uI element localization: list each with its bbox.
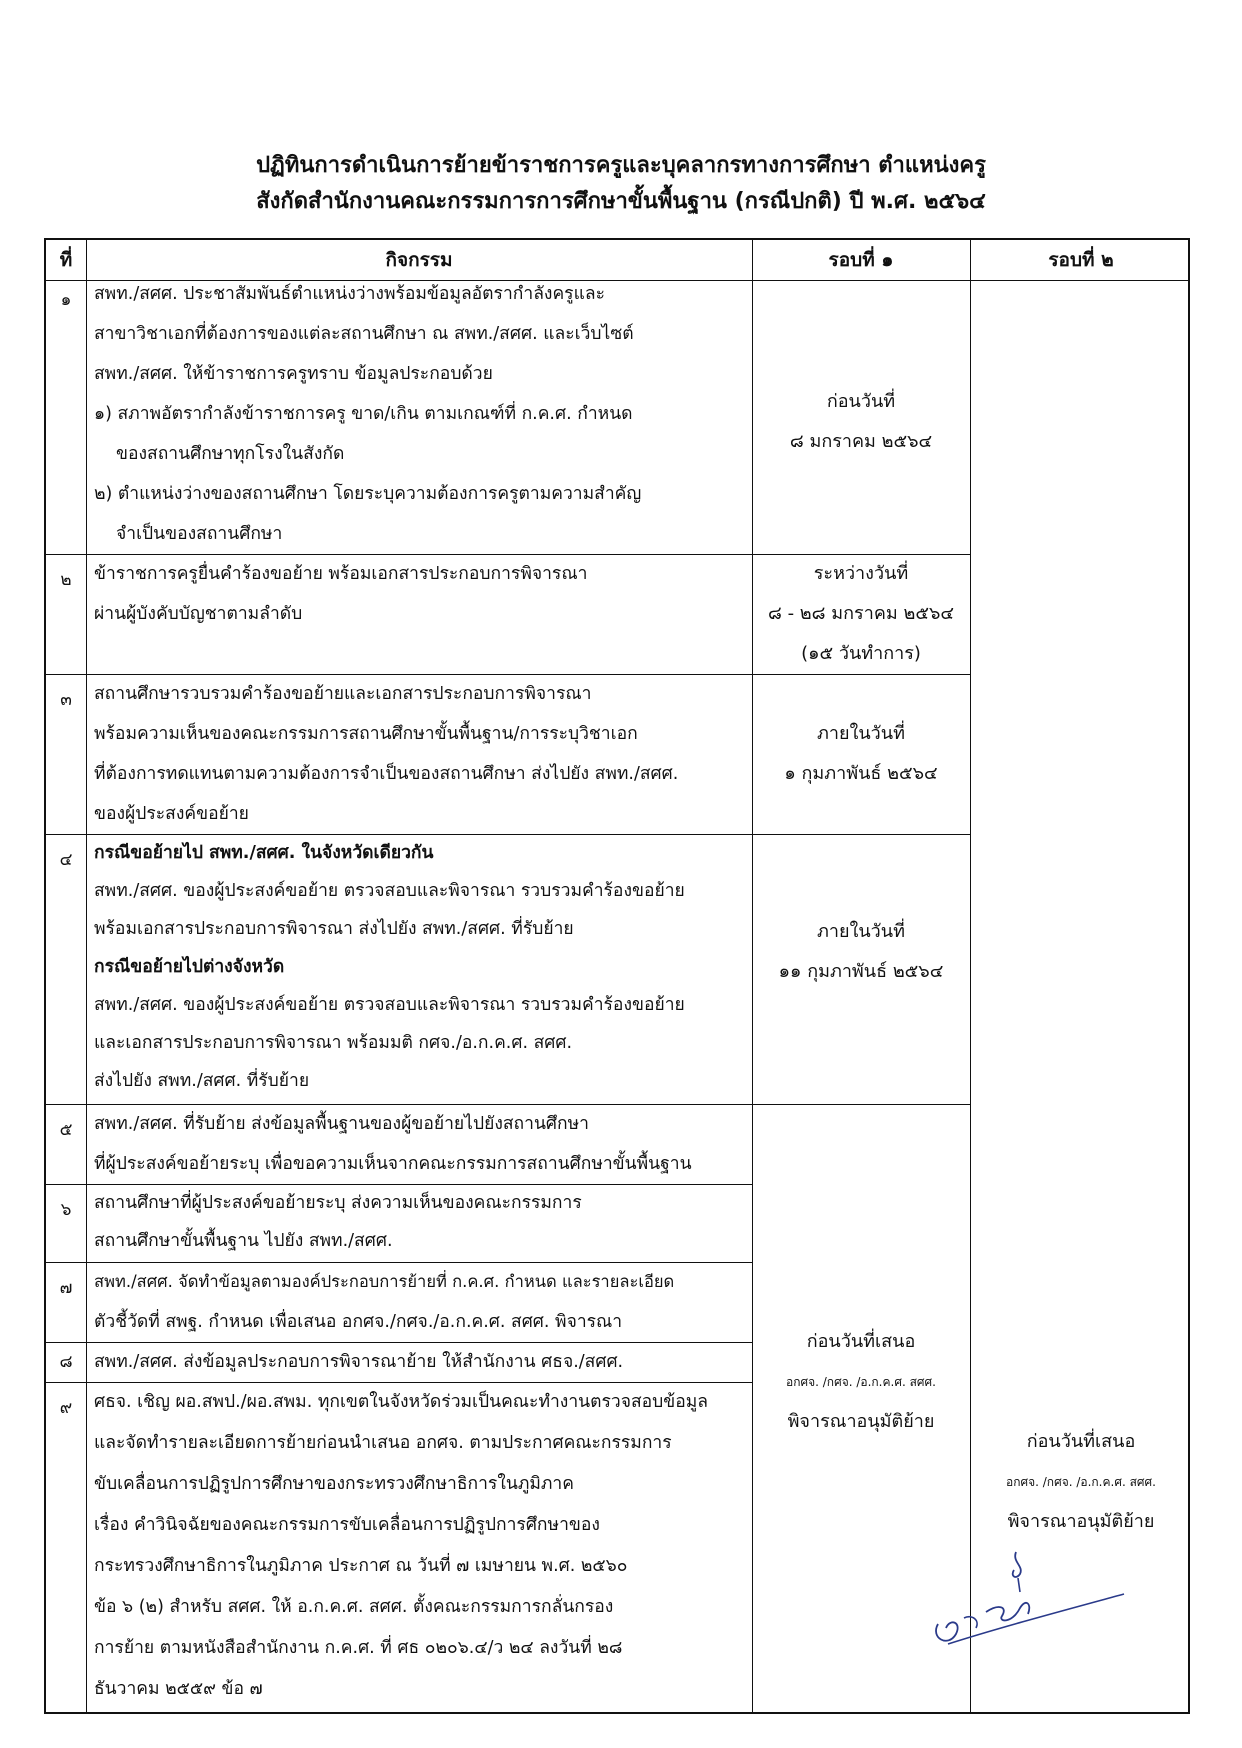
round-1-date (752, 912, 970, 992)
row-number: ๗ (59, 1278, 73, 1298)
activity-line: ส่งไปยัง สพท./สศศ. ที่รับย้าย (94, 1071, 310, 1091)
date-line: ก่อนวันที่เสนอ (806, 1331, 916, 1352)
activity-line: ข้าราชการครูยื่นคำร้องขอย้าย พร้อมเอกสารประกอบการพิจารณา (94, 564, 588, 584)
round-1-date (752, 382, 970, 462)
activity-line: ๑) สภาพอัตรากำลังข้าราชการครู ขาด/เกิน ตามเกณฑ์ที่ ก.ค.ศ. กำหนด (94, 404, 633, 424)
activity-cell (94, 1104, 794, 1184)
activity-line: ของสถานศึกษาทุกโรงในสังกัด (116, 444, 345, 464)
header-round-1: รอบที่ ๑ (828, 249, 894, 271)
round-1-date (752, 554, 970, 674)
activity-line: ที่ต้องการทดแทนตามความต้องการจำเป็นของสถานศึกษา ส่งไปยัง สพท./สศศ. (94, 764, 679, 784)
date-line: ระหว่างวันที่ (813, 563, 909, 584)
date-line: ภายในวันที่ (817, 723, 905, 744)
activity-subheading: กรณีขอย้ายไปต่างจังหวัด (94, 957, 285, 977)
activity-cell (94, 1262, 794, 1342)
activity-line: สถานศึกษารวบรวมคำร้องขอย้ายและเอกสารประกอบการพิจารณา (94, 684, 592, 704)
row-number: ๑ (60, 290, 72, 310)
activity-line: ข้อ ๖ (๒) สำหรับ สศศ. ให้ อ.ก.ค.ศ. สศศ. ตั้งคณะกรรมการกลั่นกรอง (94, 1597, 614, 1617)
date-line: พิจารณาอนุมัติย้าย (1007, 1511, 1155, 1532)
calendar-table (44, 238, 1190, 1714)
activity-line: และจัดทำรายละเอียดการย้ายก่อนนำเสนอ อกศจ. ตามประกาศคณะกรรมการ (94, 1433, 672, 1453)
round-1-date (752, 714, 970, 794)
activity-line: ของผู้ประสงค์ขอย้าย (94, 804, 249, 824)
activity-line: สาขาวิชาเอกที่ต้องการของแต่ละสถานศึกษา ณ สพท./สศศ. และเว็บไซต์ (94, 324, 634, 344)
activity-line: ๒) ตำแหน่งว่างของสถานศึกษา โดยระบุความต้องการครูตามความสำคัญ (94, 484, 642, 504)
activity-line: พร้อมเอกสารประกอบการพิจารณา ส่งไปยัง สพท./สศศ. ที่รับย้าย (94, 919, 574, 939)
date-line: อกศจ. /กศจ. /อ.ก.ค.ศ. สศศ. (1006, 1475, 1156, 1489)
row-number: ๔ (59, 850, 73, 870)
activity-line: พร้อมความเห็นของคณะกรรมการสถานศึกษาขั้นพื้นฐาน/การระบุวิชาเอก (94, 724, 638, 744)
header-no: ที่ (59, 249, 73, 271)
round-2-merged-date (970, 1422, 1192, 1542)
date-line: ภายในวันที่ (817, 921, 905, 942)
activity-cell (94, 1184, 794, 1260)
round-1-merged-date (752, 1322, 970, 1442)
activity-line: และเอกสารประกอบการพิจารณา พร้อมมติ กศจ./อ.ก.ค.ศ. สศศ. (94, 1033, 573, 1053)
activity-line: สพท./สศศ. ให้ข้าราชการครูทราบ ข้อมูลประกอบด้วย (94, 364, 493, 384)
activity-line: ผ่านผู้บังคับบัญชาตามลำดับ (94, 604, 303, 624)
activity-line: สพท./สศศ. ที่รับย้าย ส่งข้อมูลพื้นฐานของผู้ขอย้ายไปยังสถานศึกษา (94, 1114, 589, 1134)
activity-line: จำเป็นของสถานศึกษา (116, 524, 283, 544)
activity-line: กระทรวงศึกษาธิการในภูมิภาค ประกาศ ณ วันที่ ๗ เมษายน พ.ศ. ๒๕๖๐ (94, 1556, 628, 1576)
activity-cell (94, 674, 794, 834)
activity-line: สพท./สศศ. ของผู้ประสงค์ขอย้าย ตรวจสอบและพิจารณา รวบรวมคำร้องขอย้าย (94, 995, 685, 1015)
header-activity: กิจกรรม (385, 249, 453, 271)
date-line: ก่อนวันที่เสนอ (1026, 1431, 1136, 1452)
activity-subheading: กรณีขอย้ายไป สพท./สศศ. ในจังหวัดเดียวกัน (94, 843, 434, 863)
row-number: ๙ (59, 1398, 73, 1418)
row-number: ๒ (60, 570, 72, 590)
activity-line: ธันวาคม ๒๕๕๙ ข้อ ๗ (94, 1679, 263, 1699)
activity-line: ที่ผู้ประสงค์ขอย้ายระบุ เพื่อขอความเห็นจากคณะกรรมการสถานศึกษาขั้นพื้นฐาน (94, 1154, 692, 1174)
date-line: อกศจ. /กศจ. /อ.ก.ค.ศ. สศศ. (786, 1375, 936, 1389)
col-divider (86, 240, 87, 1712)
activity-line: ขับเคลื่อนการปฏิรูปการศึกษาของกระทรวงศึกษาธิการในภูมิภาค (94, 1474, 574, 1494)
activity-line: ศธจ. เชิญ ผอ.สพป./ผอ.สพม. ทุกเขตในจังหวัดร่วมเป็นคณะทำงานตรวจสอบข้อมูล (94, 1392, 709, 1412)
date-line: ๘ มกราคม ๒๕๖๔ (789, 431, 933, 452)
activity-line: สพท./สศศ. ของผู้ประสงค์ขอย้าย ตรวจสอบและพิจารณา รวบรวมคำร้องขอย้าย (94, 881, 685, 901)
activity-cell (94, 1342, 794, 1382)
date-line: (๑๕ วันทำการ) (801, 643, 921, 664)
activity-cell (94, 554, 794, 634)
activity-line: ตัวชี้วัดที่ สพฐ. กำหนด เพื่อเสนอ อกศจ./กศจ./อ.ก.ค.ศ. สศศ. พิจารณา (94, 1312, 623, 1332)
row-number: ๖ (60, 1200, 72, 1220)
date-line: ๑๑ กุมภาพันธ์ ๒๕๖๔ (778, 961, 944, 982)
row-number: ๘ (59, 1352, 73, 1372)
date-line: ก่อนวันที่ (826, 391, 896, 412)
activity-line: สพท./สศศ. ประชาสัมพันธ์ตำแหน่งว่างพร้อมข้อมูลอัตรากำลังครูและ (94, 284, 605, 304)
activity-line: การย้าย ตามหนังสือสำนักงาน ก.ค.ศ. ที่ ศธ ๐๒๐๖.๔/ว ๒๔ ลงวันที่ ๒๘ (94, 1638, 623, 1658)
activity-line: สถานศึกษาขั้นพื้นฐาน ไปยัง สพท./สศศ. (94, 1231, 393, 1251)
date-line: ๑ กุมภาพันธ์ ๒๕๖๔ (784, 763, 938, 784)
header-round-2: รอบที่ ๒ (1048, 249, 1114, 271)
date-line: พิจารณาอนุมัติย้าย (787, 1411, 935, 1432)
activity-line: สพท./สศศ. จัดทำข้อมูลตามองค์ประกอบการย้ายที่ ก.ค.ศ. กำหนด และรายละเอียด (94, 1272, 675, 1291)
document-title-line-2: สังกัดสำนักงานคณะกรรมการการศึกษาขั้นพื้นฐาน (กรณีปกติ) ปี พ.ศ. ๒๕๖๔ (256, 189, 986, 214)
activity-line: สถานศึกษาที่ผู้ประสงค์ขอย้ายระบุ ส่งความเห็นของคณะกรรมการ (94, 1193, 582, 1213)
activity-cell (94, 834, 794, 1100)
row-number: ๕ (59, 1120, 73, 1140)
activity-cell (94, 274, 794, 554)
activity-line: สพท./สศศ. ส่งข้อมูลประกอบการพิจารณาย้าย ให้สำนักงาน ศธจ./สศศ. (94, 1352, 624, 1372)
activity-cell (94, 1382, 794, 1710)
row-number: ๓ (60, 690, 72, 710)
date-line: ๘ - ๒๘ มกราคม ๒๕๖๔ (767, 603, 954, 624)
document-title-line-1: ปฏิทินการดำเนินการย้ายข้าราชการครูและบุคลากรทางการศึกษา ตำแหน่งครู (256, 153, 986, 178)
activity-line: เรื่อง คำวินิจฉัยของคณะกรรมการขับเคลื่อนการปฏิรูปการศึกษาของ (94, 1515, 600, 1535)
handwritten-signature (928, 1548, 1128, 1658)
